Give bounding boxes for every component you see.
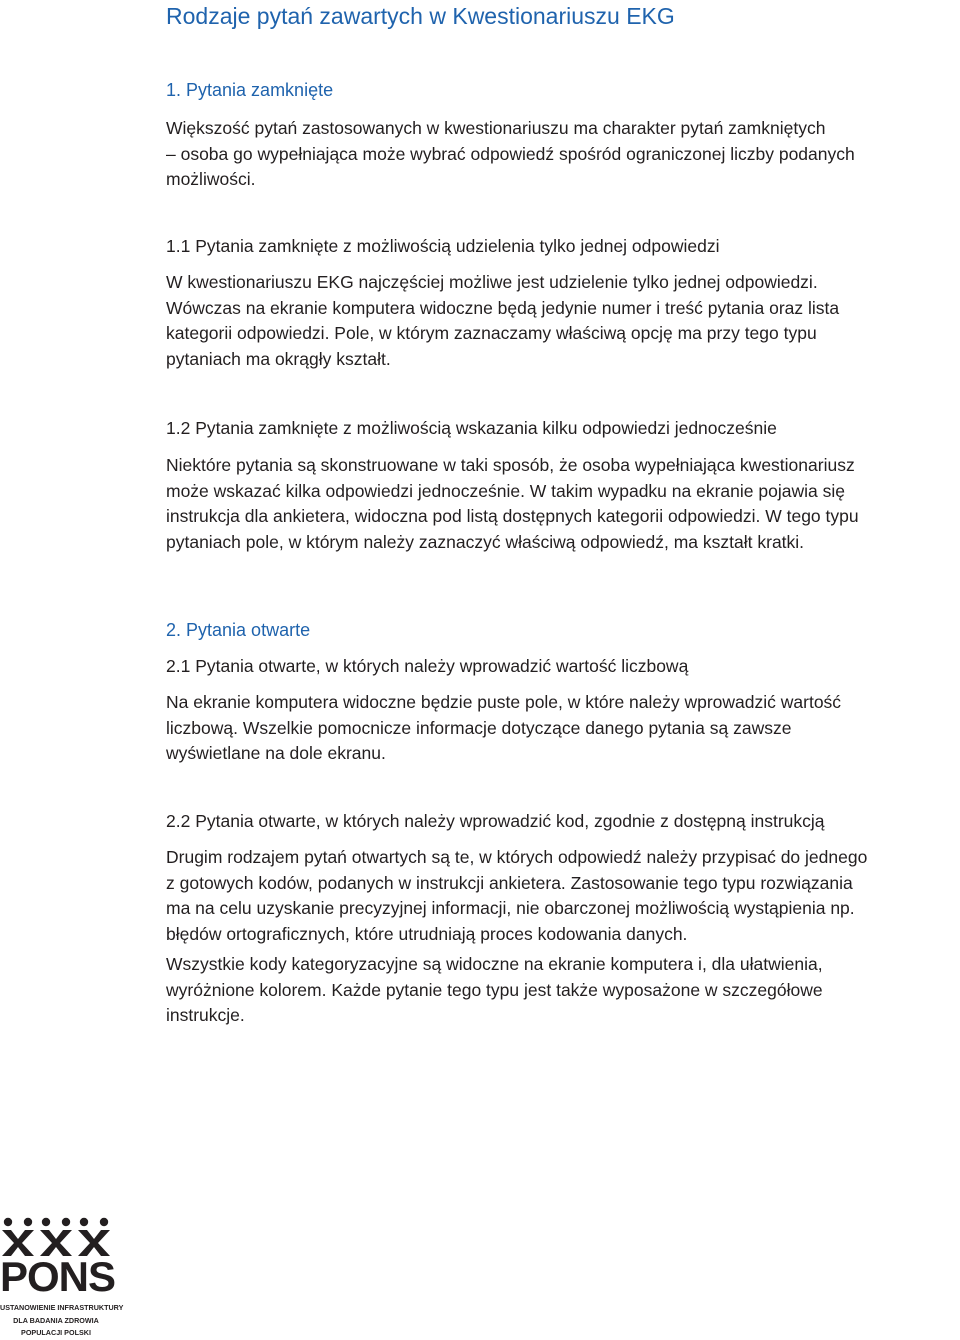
pons-logo — [0, 1216, 124, 1338]
text-line: instrukcje. — [166, 1005, 245, 1025]
text-line: błędów ortograficznych, które utrudniają proces kodowania danych. — [166, 923, 688, 944]
text-fragment: pytaniach ma — [166, 348, 275, 369]
section-2-heading: 2. Pytania otwarte — [166, 620, 311, 640]
emphasis-text: kształt kratki. — [702, 531, 805, 552]
text-line: – osoba go wypełniająca może wybrać odpowiedź spośród ograniczonej liczby podanych — [166, 143, 855, 164]
section-2-2-paragraph-1 — [166, 845, 958, 947]
section-1-2-heading: 1.2 Pytania zamknięte z możliwością wskazania kilku odpowiedzi jednocześnie — [166, 418, 777, 438]
section-1-paragraph — [166, 116, 958, 193]
text-line: ma na celu uzyskanie precyzyjnej informacji, nie obarczonej możliwością wystąpienia np. — [166, 898, 855, 918]
section-1-heading: 1. Pytania zamknięte — [166, 80, 334, 100]
text-line — [166, 347, 958, 373]
logo-caption-line: USTANOWIENIE INFRASTRUKTURY — [0, 1303, 124, 1312]
section-2-1-heading: 2.1 Pytania otwarte, w których należy wprowadzić wartość liczbową — [166, 656, 689, 676]
text-line: możliwości. — [166, 169, 256, 189]
logo-caption — [0, 1302, 124, 1340]
emphasis-text: okrągły kształt. — [274, 348, 391, 369]
logo-wordmark: PONS — [0, 1253, 116, 1300]
section-2-2-paragraph-2 — [166, 952, 958, 1029]
section-1-1-paragraph — [166, 270, 958, 372]
xxx-figures-logo-icon — [0, 1216, 112, 1258]
text-line: Wszystkie kody kategoryzacyjne są widoczne na ekranie komputera i, dla ułatwienia, — [166, 954, 823, 974]
text-line: Wówczas na ekranie komputera widoczne będą jedynie numer i treść pytania oraz lista — [166, 297, 840, 318]
text-line: z gotowych kodów, podanych w instrukcji ankietera. Zastosowanie tego typu rozwiązania — [166, 872, 853, 893]
section-2-1-paragraph — [166, 690, 958, 767]
text-line: Niektóre pytania są skonstruowane w taki sposób, że osoba wypełniająca kwestionariusz — [166, 455, 855, 475]
text-line: liczbową. Wszelkie pomocnicze informacje dotyczące danego pytania są zawsze — [166, 717, 792, 738]
section-1-1-heading: 1.1 Pytania zamknięte z możliwością udzielenia tylko jednej odpowiedzi — [166, 236, 720, 256]
text-line: wyświetlane na dole ekranu. — [166, 743, 386, 763]
page-title: Rodzaje pytań zawartych w Kwestionariuszu EKG — [166, 3, 675, 29]
section-1-2-paragraph — [166, 453, 958, 555]
text-fragment: pytaniach pole, w którym należy zaznaczyć właściwą odpowiedź, ma — [166, 531, 703, 552]
text-line: W kwestionariuszu EKG najczęściej możliwe jest udzielenie tylko jednej odpowiedzi. — [166, 272, 818, 292]
text-line: może wskazać kilka odpowiedzi jednocześnie. W takim wypadku na ekranie pojawia się — [166, 480, 845, 501]
text-line: Większość pytań zastosowanych w kwestionariuszu ma charakter pytań zamkniętych — [166, 118, 826, 138]
section-2-2-heading: 2.2 Pytania otwarte, w których należy wprowadzić kod, zgodnie z dostępną instrukcją — [166, 811, 825, 831]
text-line: wyróżnione kolorem. Każde pytanie tego typu jest także wyposażone w szczegółowe — [166, 979, 823, 1000]
text-line: Na ekranie komputera widoczne będzie puste pole, w które należy wprowadzić wartość — [166, 692, 842, 712]
text-line: instrukcja dla ankietera, widoczna pod listą dostępnych kategorii odpowiedzi. W tego typu — [166, 506, 859, 526]
text-line: Drugim rodzajem pytań otwartych są te, w których odpowiedź należy przypisać do jednego — [166, 847, 868, 867]
text-line — [166, 530, 958, 556]
text-line: kategorii odpowiedzi. Pole, w którym zaznaczamy właściwą opcję ma przy tego typu — [166, 323, 817, 343]
logo-caption-line: DLA BADANIA ZDROWIA — [13, 1315, 99, 1325]
logo-caption-line: POPULACJI POLSKI — [21, 1328, 91, 1337]
